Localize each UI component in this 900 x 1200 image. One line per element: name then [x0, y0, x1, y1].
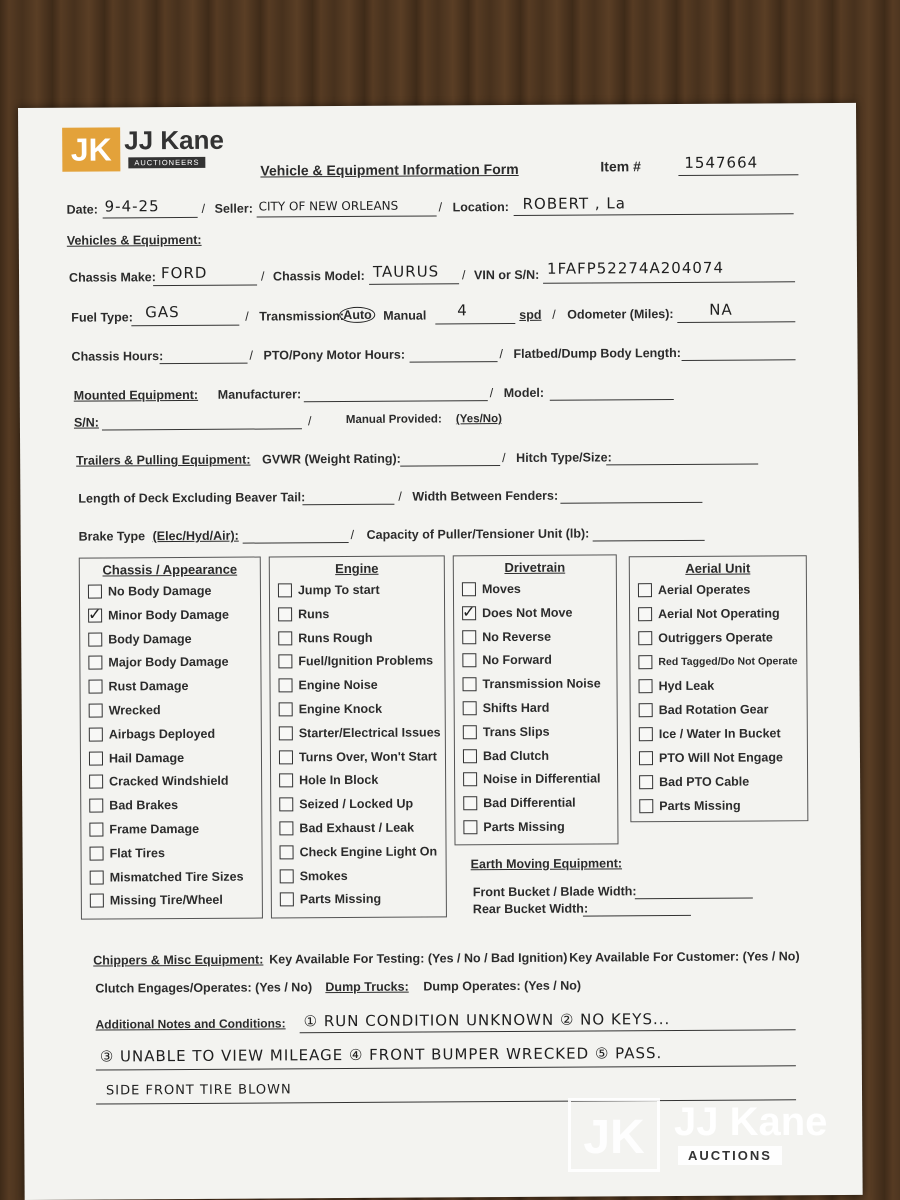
- earth-moving-section: Earth Moving Equipment:: [470, 856, 623, 872]
- checkbox-label: Hyd Leak: [658, 678, 715, 694]
- flatbed-length-label: Flatbed/Dump Body Length:: [513, 345, 681, 361]
- manufacturer-label: Manufacturer:: [217, 387, 302, 402]
- checkbox[interactable]: [462, 582, 476, 596]
- checkbox-label: Check Engine Light On: [299, 844, 438, 860]
- sn-label: S/N:: [73, 415, 99, 430]
- seller-label: Seller:: [214, 201, 253, 216]
- watermark-name: JJ Kane: [674, 1100, 828, 1144]
- checkbox[interactable]: [638, 607, 652, 621]
- chassis-model-label: Chassis Model:: [272, 268, 365, 284]
- date-label: Date:: [66, 202, 98, 217]
- drivetrain-item: [462, 605, 572, 620]
- rear-bucket-label: Rear Bucket Width:: [472, 901, 589, 917]
- chassis-item: [89, 751, 184, 766]
- checkbox-label: Aerial Operates: [657, 582, 751, 598]
- checkbox[interactable]: [90, 870, 104, 884]
- chassis-model-value: TAURUS: [372, 262, 440, 281]
- chassis-item: [90, 869, 244, 884]
- engine-item: [278, 654, 433, 669]
- checkbox-label: Bad Differential: [483, 795, 576, 811]
- checkbox-label: Does Not Move: [482, 605, 573, 620]
- capacity-label: Capacity of Puller/Tensioner Unit (lb):: [366, 526, 590, 542]
- chassis-item: [89, 798, 178, 813]
- chassis-item: [90, 893, 223, 908]
- aerial-item: [639, 750, 783, 765]
- engine-box-title: Engine: [335, 560, 379, 577]
- trailers-section: Trailers & Pulling Equipment:: [76, 452, 251, 468]
- notes-line-2: ③ UNABLE TO VIEW MILEAGE ④ FRONT BUMPER WRECKED ⑤ PASS.: [99, 1044, 663, 1066]
- checkbox-label: Engine Noise: [298, 678, 378, 693]
- width-fenders-label: Width Between Fenders:: [412, 488, 559, 504]
- checkbox-label: Bad Rotation Gear: [658, 702, 769, 718]
- drivetrain-item: [463, 820, 564, 835]
- checkbox[interactable]: [280, 869, 294, 883]
- checkbox-label: Seized / Locked Up: [299, 796, 414, 812]
- logo-mark: JK: [62, 127, 120, 171]
- aerial-item: [639, 799, 740, 814]
- fuel-type-label: Fuel Type:: [71, 310, 133, 325]
- deck-length-label: Length of Deck Excluding Beaver Tail:: [78, 490, 306, 506]
- logo-name: JJ Kane: [124, 124, 225, 156]
- checkbox-label: Hole In Block: [299, 773, 379, 788]
- chassis-appearance-box: [79, 557, 263, 920]
- checkbox-label: Minor Body Damage: [108, 607, 230, 623]
- form-title: Vehicle & Equipment Information Form: [260, 160, 519, 179]
- drivetrain-item: [463, 796, 575, 811]
- chassis-item: [88, 608, 229, 623]
- checkbox[interactable]: [88, 584, 102, 598]
- transmission-label: Transmission:: [259, 309, 345, 324]
- engine-item: [279, 773, 378, 788]
- notes-line-1: ① RUN CONDITION UNKNOWN ② NO KEYS...: [303, 1010, 671, 1031]
- checkbox[interactable]: [89, 751, 103, 765]
- item-number: 1547664: [684, 153, 759, 172]
- checkbox-label: Parts Missing: [483, 819, 565, 835]
- checkbox-label: Bad Clutch: [482, 748, 549, 763]
- checkbox-label: No Reverse: [482, 629, 552, 644]
- checkbox[interactable]: [462, 677, 476, 691]
- checkbox[interactable]: [89, 727, 103, 741]
- vehicles-section: Vehicles & Equipment:: [66, 232, 202, 248]
- drivetrain-box: [453, 554, 619, 845]
- checkbox-label: Cracked Windshield: [109, 774, 229, 789]
- vin-value: 1FAFP52274A204074: [546, 258, 725, 278]
- engine-item: [279, 797, 413, 812]
- drivetrain-item: [463, 725, 550, 740]
- dump-operates-text: Dump Operates: (Yes / No): [423, 978, 582, 994]
- chassis-box-title: Chassis / Appearance: [102, 561, 238, 578]
- odometer-label: Odometer (Miles):: [567, 306, 674, 322]
- key-testing-text: Key Available For Testing: (Yes / No / Bad Ignition): [269, 950, 568, 967]
- chassis-item: [89, 774, 228, 789]
- checkbox[interactable]: [639, 751, 653, 765]
- engine-item: [280, 869, 348, 883]
- checkbox[interactable]: [278, 607, 292, 621]
- checkbox-label: Runs Rough: [298, 630, 373, 645]
- checkbox-label: No Body Damage: [107, 583, 212, 599]
- checkbox[interactable]: [279, 798, 293, 812]
- information-form-sheet: JK JJ Kane AUCTIONEERS Vehicle & Equipment Information Form Item # 1547664 Date: 9-4-25 / Seller: CITY OF NEW ORLEANS / Location: ROBERT , La Vehicles & Equipment: Chassis Make: FORD / Chassis Model: TAURUS / VIN or S/N: 1FAFP52274A204074 Fuel Type: GAS / Transmission: Auto Manual 4 spd / Odometer (Miles): NA Chassis Hours: / PTO/Pony Motor Hours: / Flatbed/Dump Body Length: Mounted Equipment: Manufacturer: / Model: S/N: / Manual Provided: (Yes/No) Trailers & Pulling Equipment: GVWR (Weight Rating): / Hitch Type/Size: Length of Deck Excluding Beaver Tail: / Width Between Fenders: Brake Type (Elec/Hyd/Air): / Capacity of Puller/Tensioner Unit (lb): Chassis / Appearance No Body Damage ✓ Minor Body Damage Body Damage Major Body Damage Rust Damage Wrecked Airbags Deployed Hail Damage Cracked Windshield Bad Brakes Frame Damage Flat Tires Mismatched Tire Sizes Missing Tire/Wheel Engine Jump To start Runs Runs Rough Fuel/Ignition Problems Engine Noise Engine Knock Starter/Electrical Issues Turns Over, Won't Start Hole In Block Seized / Locked Up Bad Exhaust / Leak Check Engine Light On Smokes Parts Missing Drivetrain Moves ✓ Does Not Move No Reverse No Forward Transmission Noise Shifts Hard Trans Slips Bad Clutch Noise in Differential Bad Differential Parts Missing Aerial Unit Aerial Operates Aerial Not Operating Outriggers Operate Red Tagged/Do Not Operate Hyd Leak Bad Rotation Gear Ice / Water In Bucket PTO Will Not Engage Bad PTO Cable Parts Missing Earth Moving Equipment: Front Bucket / Blade Width: Rear Bucket Width: Chippers & Misc Equipment: Key Available For Testing: (Yes / No / Bad Ignition) Key Available For Customer: (Yes / No) Clutch Engages/Operates: (Yes / No) Dump Trucks: Dump Operates: (Yes / No) Additional Notes and Conditions: ① RUN CONDITION UNKNOWN ② NO KEYS... ③ UNABLE TO VIEW MILEAGE ④ FRONT BUMPER WRECKED ⑤ PASS. SIDE FRONT TIRE BLOWN: [18, 103, 863, 1200]
- speed-label: spd: [519, 307, 542, 322]
- checkbox-label: Noise in Differential: [483, 771, 601, 787]
- hitch-label: Hitch Type/Size:: [516, 450, 612, 465]
- checkbox[interactable]: [88, 632, 102, 646]
- checkbox[interactable]: [639, 703, 653, 717]
- checkbox-label: Hail Damage: [108, 750, 185, 766]
- checkbox[interactable]: [638, 655, 652, 669]
- aerial-item: [638, 606, 780, 621]
- chassis-item: [89, 703, 161, 717]
- chassis-item: [88, 632, 191, 647]
- checkbox-label: No Forward: [482, 653, 552, 668]
- mounted-section: Mounted Equipment:: [73, 387, 199, 403]
- engine-item: [279, 749, 437, 764]
- drivetrain-item: [463, 701, 550, 716]
- checkbox-label: Parts Missing: [299, 892, 382, 907]
- location-value: ROBERT , La: [522, 194, 626, 213]
- checkbox-label: Ice / Water In Bucket: [658, 726, 781, 742]
- checkbox-label: PTO Will Not Engage: [658, 750, 783, 766]
- chassis-item: [88, 584, 212, 599]
- checkbox-label: Bad Brakes: [109, 798, 179, 813]
- checkbox[interactable]: [278, 679, 292, 693]
- engine-item: [279, 702, 382, 717]
- transmission-manual-label: Manual: [383, 308, 427, 323]
- engine-item: [278, 607, 329, 621]
- engine-item: [280, 892, 381, 907]
- drivetrain-box-title: Drivetrain: [504, 559, 566, 576]
- fuel-type-value: GAS: [145, 303, 180, 322]
- manual-provided-options: (Yes/No): [455, 413, 502, 426]
- checkbox[interactable]: [463, 773, 477, 787]
- checkbox[interactable]: [280, 845, 294, 859]
- checkbox[interactable]: [90, 846, 104, 860]
- engine-box: [269, 555, 447, 918]
- chassis-item: [88, 679, 188, 694]
- checkbox-label: Transmission Noise: [482, 676, 601, 692]
- notes-label: Additional Notes and Conditions:: [95, 1016, 286, 1032]
- checkbox[interactable]: [463, 820, 477, 834]
- jj-kane-logo: [62, 124, 237, 178]
- checkbox-label: Red Tagged/Do Not Operate: [658, 655, 798, 669]
- checkbox[interactable]: [463, 725, 477, 739]
- notes-line-3: SIDE FRONT TIRE BLOWN: [105, 1082, 292, 1099]
- checkbox-label: Runs: [298, 606, 330, 622]
- chassis-item: [90, 846, 165, 860]
- checkbox[interactable]: [279, 750, 293, 764]
- chassis-hours-label: Chassis Hours:: [71, 349, 164, 364]
- drivetrain-item: [462, 653, 552, 668]
- chassis-item: [88, 655, 228, 670]
- chassis-item: [89, 727, 215, 742]
- checkbox-label: Engine Knock: [298, 701, 383, 717]
- checkbox[interactable]: [463, 749, 477, 763]
- checkbox[interactable]: [279, 726, 293, 740]
- model-label: Model:: [503, 385, 545, 401]
- drivetrain-item: [462, 582, 521, 596]
- brake-type-label: Brake Type: [78, 529, 146, 544]
- checkbox-label: Rust Damage: [108, 679, 189, 694]
- checkbox-label: Frame Damage: [109, 821, 200, 837]
- aerial-box-title: Aerial Unit: [685, 560, 751, 576]
- aerial-item: [639, 702, 769, 717]
- dump-trucks-section: Dump Trucks:: [325, 979, 409, 995]
- engine-item: [279, 725, 441, 740]
- watermark-sub: AUCTIONS: [678, 1146, 782, 1165]
- checkbox[interactable]: [90, 894, 104, 908]
- pto-hours-label: PTO/Pony Motor Hours:: [263, 347, 405, 363]
- checkbox-label: Moves: [481, 581, 521, 597]
- speed-value: 4: [457, 301, 468, 320]
- aerial-item: [638, 630, 773, 645]
- checkbox[interactable]: [278, 583, 292, 597]
- checkbox-label: Turns Over, Won't Start: [298, 749, 437, 764]
- aerial-unit-box: [629, 555, 809, 822]
- checkbox-label: Trans Slips: [482, 724, 550, 739]
- checkbox[interactable]: [639, 727, 653, 741]
- checkbox-label: Airbags Deployed: [108, 726, 216, 742]
- checkbox[interactable]: [462, 606, 476, 620]
- brake-type-options: (Elec/Hyd/Air):: [152, 528, 239, 544]
- checkbox[interactable]: [278, 655, 292, 669]
- checkbox[interactable]: [638, 631, 652, 645]
- checkbox-label: Outriggers Operate: [658, 630, 773, 646]
- checkbox[interactable]: [279, 702, 293, 716]
- checkbox[interactable]: [279, 821, 293, 835]
- aerial-item: [639, 726, 781, 741]
- drivetrain-item: [463, 772, 600, 787]
- odometer-value: NA: [709, 300, 733, 319]
- checkbox-label: Smokes: [299, 868, 348, 883]
- engine-item: [278, 583, 380, 598]
- checkbox[interactable]: [89, 822, 103, 836]
- checkbox[interactable]: [88, 608, 102, 622]
- checkbox[interactable]: [463, 701, 477, 715]
- location-label: Location:: [452, 200, 509, 215]
- vin-label: VIN or S/N:: [473, 267, 540, 283]
- date-value: 9-4-25: [104, 197, 160, 216]
- checkbox-label: Jump To start: [297, 582, 380, 598]
- watermark-mark: JK: [568, 1098, 660, 1172]
- item-label: Item #: [600, 158, 641, 175]
- chippers-section: Chippers & Misc Equipment:: [93, 952, 264, 968]
- checkbox[interactable]: [639, 679, 653, 693]
- aerial-item: [639, 775, 749, 790]
- chassis-make-value: FORD: [160, 263, 208, 283]
- checkbox-label: Major Body Damage: [108, 655, 229, 670]
- checkbox[interactable]: [280, 893, 294, 907]
- seller-value: CITY OF NEW ORLEANS: [258, 198, 399, 214]
- checkbox[interactable]: [462, 630, 476, 644]
- checkbox[interactable]: [462, 654, 476, 668]
- checkbox[interactable]: [89, 703, 103, 717]
- engine-item: [280, 844, 438, 859]
- checkbox-label: Shifts Hard: [482, 700, 550, 716]
- engine-item: [278, 678, 377, 693]
- checkbox-label: Wrecked: [108, 703, 161, 718]
- checkbox-label: Parts Missing: [659, 798, 741, 814]
- logo-sub: AUCTIONEERS: [128, 157, 205, 168]
- checkbox[interactable]: [279, 774, 293, 788]
- transmission-auto-circled: Auto: [339, 307, 376, 323]
- gvwr-label: GVWR (Weight Rating):: [262, 451, 401, 467]
- engine-item: [279, 821, 414, 836]
- drivetrain-item: [463, 748, 549, 763]
- checkbox-label: Flat Tires: [109, 845, 165, 861]
- checkbox[interactable]: [89, 775, 103, 789]
- chassis-make-label: Chassis Make:: [68, 270, 156, 285]
- checkbox[interactable]: [89, 799, 103, 813]
- checkbox[interactable]: [88, 680, 102, 694]
- checkbox-label: Aerial Not Operating: [658, 606, 780, 622]
- aerial-item: [639, 679, 715, 693]
- key-customer-text: Key Available For Customer: (Yes / No): [569, 949, 800, 965]
- checkbox[interactable]: [463, 796, 477, 810]
- front-bucket-label: Front Bucket / Blade Width:: [472, 884, 637, 900]
- drivetrain-item: [462, 677, 600, 692]
- engine-item: [278, 630, 372, 645]
- drivetrain-item: [462, 629, 551, 644]
- checkbox-label: Mismatched Tire Sizes: [109, 869, 244, 885]
- checkbox-label: Bad PTO Cable: [659, 774, 750, 790]
- chassis-item: [89, 822, 199, 837]
- checkbox[interactable]: [278, 631, 292, 645]
- checkbox-label: Body Damage: [108, 631, 192, 647]
- checkbox[interactable]: [639, 775, 653, 789]
- jj-kane-auctions-watermark: [568, 1098, 868, 1178]
- aerial-item: [638, 654, 797, 669]
- checkbox-label: Fuel/Ignition Problems: [298, 653, 434, 669]
- checkbox-label: Missing Tire/Wheel: [109, 893, 223, 908]
- clutch-text: Clutch Engages/Operates: (Yes / No): [95, 980, 313, 996]
- aerial-item: [638, 583, 751, 598]
- checkbox[interactable]: [638, 583, 652, 597]
- checkbox-label: Starter/Electrical Issues: [298, 725, 441, 741]
- checkbox[interactable]: [88, 656, 102, 670]
- checkbox[interactable]: [639, 799, 653, 813]
- manual-provided-label: Manual Provided:: [345, 413, 442, 427]
- checkbox-label: Bad Exhaust / Leak: [299, 820, 415, 836]
